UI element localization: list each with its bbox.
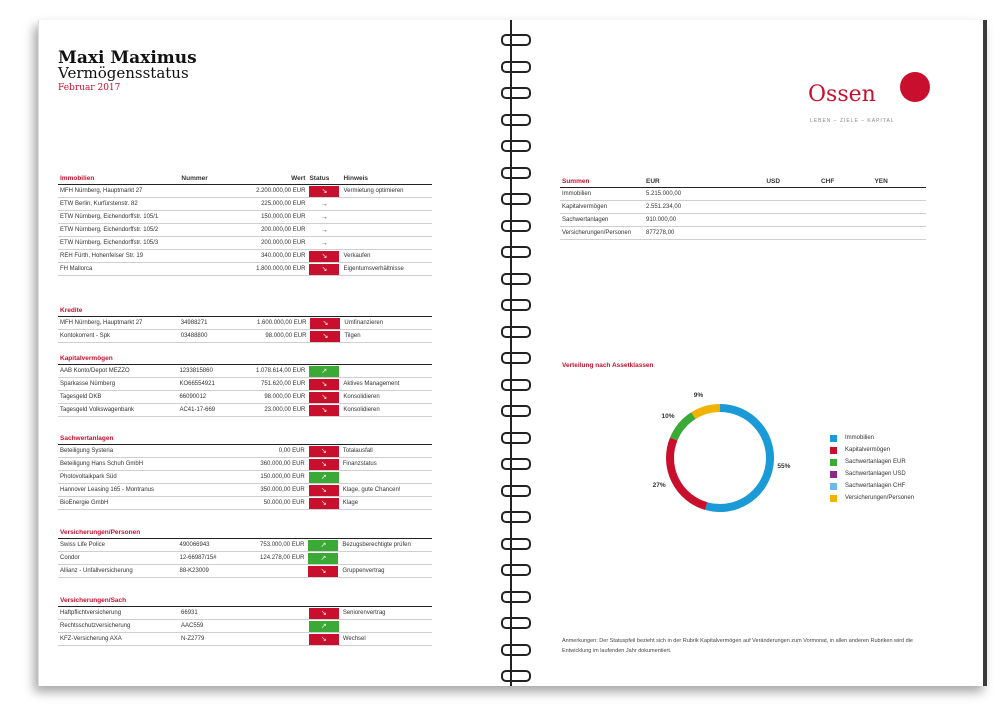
table-row (58, 250, 432, 263)
status-arrow-icon: ↘ (310, 318, 340, 329)
legend-label: Sachwertanlagen CHF (845, 483, 906, 489)
table-versicherungen (58, 526, 432, 578)
cell: Tagesgeld Volkswagenbank (58, 404, 177, 417)
table-sachwerte (58, 432, 432, 510)
status-arrow-icon: ↗ (308, 540, 338, 551)
section-title: Kredite (58, 304, 179, 317)
column-header (247, 304, 308, 317)
cell (764, 214, 819, 227)
table-row (58, 404, 432, 417)
status-arrow-icon: → (320, 213, 328, 221)
binder-ring (501, 591, 531, 603)
hint-cell (341, 211, 432, 224)
cell (872, 227, 926, 240)
status-cell (306, 539, 340, 552)
section-title: Kapitalvermögen (58, 352, 177, 365)
table-row (58, 317, 432, 330)
donut-slice-kapitalverm-gen (670, 439, 706, 506)
status-cell (307, 404, 341, 417)
report-date: Februar 2017 (58, 83, 121, 93)
hint-cell: Aktives Management (341, 378, 432, 391)
binder-ring (501, 220, 531, 232)
hint-cell: Wechsel (341, 633, 432, 646)
status-cell (307, 391, 341, 404)
cell (764, 201, 819, 214)
cell: 12-66987/15# (177, 552, 245, 565)
status-arrow-icon: ↘ (309, 264, 339, 275)
column-header (341, 352, 432, 365)
binder-ring (501, 485, 531, 497)
status-cell (307, 458, 341, 471)
page-title: Vermögensstatus (58, 64, 189, 82)
binder-ring (501, 61, 531, 73)
footnote: Anmerkungen: Der Statuspfeil bezieht sich in der Rubrik Kapitalvermögen auf Veränderungen zum Vormonat, in allen anderen Rubriken wird die Entwicklung im laufenden Jahr dokumentiert. (562, 638, 913, 654)
status-arrow-icon: ↘ (309, 251, 339, 262)
binder-ring (501, 511, 531, 523)
cell: 751.620,00 EUR (246, 378, 307, 391)
cell (179, 237, 246, 250)
table-immobilien (58, 172, 432, 276)
hint-cell: Klage (341, 497, 432, 510)
table-row (58, 330, 432, 343)
cell: Beteiligung Hans Schuh GmbH (58, 458, 180, 471)
cell: KO66554921 (177, 378, 246, 391)
cell: MFH Nürnberg, Hauptmarkt 27 (58, 185, 179, 198)
cell (872, 201, 926, 214)
table-row (58, 539, 432, 552)
table-row (58, 471, 432, 484)
legend-label: Versicherungen/Personen (845, 495, 915, 501)
column-header (246, 352, 307, 365)
summen-row (560, 227, 926, 240)
section-title: Versicherungen/Personen (58, 526, 177, 539)
table-row (58, 391, 432, 404)
column-header: Nummer (179, 172, 246, 185)
status-arrow-icon: ↗ (309, 472, 339, 483)
table-row (58, 565, 432, 578)
status-cell (307, 263, 341, 276)
cell: 23.000,00 EUR (246, 404, 307, 417)
column-header: Hinweis (341, 172, 432, 185)
cell: AAB Konto/Depot MEZZO (58, 365, 177, 378)
status-cell (307, 620, 341, 633)
donut-slice-versicherungen-personen (693, 408, 720, 416)
cell (248, 607, 307, 620)
cell: 910.000,00 (644, 214, 764, 227)
legend-item (830, 456, 914, 468)
cell: 200.000,00 EUR (247, 237, 308, 250)
data-label: 27% (652, 481, 666, 489)
cell (180, 458, 246, 471)
hint-cell: Eigentumsverhältnisse (341, 263, 432, 276)
status-arrow-icon: ↘ (309, 446, 339, 457)
status-cell (307, 224, 341, 237)
owner-name: Maxi Maximus (58, 48, 197, 68)
hint-cell: Konsolidieren (341, 404, 432, 417)
cell: Sparkasse Nürnberg (58, 378, 177, 391)
table-row (58, 633, 432, 646)
cell: ETW Nürnberg, Eichendorffstr. 105/1 (58, 211, 179, 224)
hint-cell (341, 198, 432, 211)
summen-row (560, 214, 926, 227)
summen-header: Summen (560, 175, 644, 188)
status-cell (308, 317, 342, 330)
section-title: Sachwertanlagen (58, 432, 180, 445)
cell (179, 198, 246, 211)
table-sach (58, 594, 432, 646)
cell (819, 214, 872, 227)
cell: Immobilien (560, 188, 644, 201)
hint-cell: Finanzstatus (341, 458, 432, 471)
status-cell (307, 484, 341, 497)
summen-header: USD (764, 175, 819, 188)
legend-swatch (830, 495, 837, 502)
cell (179, 250, 246, 263)
status-cell (306, 552, 340, 565)
hint-cell (341, 224, 432, 237)
binder-ring (501, 432, 531, 444)
ossen-logo: Ossen (808, 82, 876, 107)
status-arrow-icon: ↗ (308, 553, 338, 564)
donut-slice-immobilien (706, 408, 770, 508)
legend-swatch (830, 447, 837, 454)
summen-header: CHF (819, 175, 872, 188)
cell: BioEnergie GmbH (58, 497, 180, 510)
binder-ring (501, 246, 531, 258)
table-row (58, 552, 432, 565)
column-header (307, 432, 341, 445)
cell: ETW Berlin, Kurfürstenstr. 82 (58, 198, 179, 211)
hint-cell: Bezugsberechtigte prüfen (340, 539, 432, 552)
table-row (58, 185, 432, 198)
cell: Beteiligung Systeria (58, 445, 180, 458)
status-cell (307, 633, 341, 646)
table-row (58, 237, 432, 250)
summen-header: EUR (644, 175, 764, 188)
status-arrow-icon: ↘ (309, 392, 339, 403)
logo-icon (900, 72, 930, 102)
cell: Swiss Life Police (58, 539, 177, 552)
cell: Tagesgeld DKB (58, 391, 177, 404)
status-arrow-icon: ↘ (309, 608, 339, 619)
binder-ring (501, 167, 531, 179)
summen-table (560, 175, 926, 240)
status-arrow-icon: ↘ (309, 186, 339, 197)
section-title: Immobilien (58, 172, 179, 185)
column-header (177, 352, 246, 365)
data-label: 55% (777, 462, 791, 470)
cell: 98.000,00 EUR (246, 391, 307, 404)
hint-cell (341, 620, 432, 633)
column-header (179, 304, 247, 317)
table-row (58, 497, 432, 510)
column-header (180, 432, 246, 445)
cell: 1.078.614,00 EUR (246, 365, 307, 378)
cell: 1.600.000,00 EUR (247, 317, 308, 330)
status-cell (307, 497, 341, 510)
status-cell (307, 445, 341, 458)
column-header: Wert (247, 172, 308, 185)
column-header (307, 352, 341, 365)
binder-ring (501, 458, 531, 470)
status-cell (307, 237, 341, 250)
cell (819, 227, 872, 240)
cell: 66931 (179, 607, 248, 620)
hint-cell: Seniorenvertrag (341, 607, 432, 620)
table-row (58, 378, 432, 391)
legend-item (830, 432, 914, 444)
cell: MFH Nürnberg, Hauptmarkt 27 (58, 317, 179, 330)
hint-cell (341, 471, 432, 484)
column-header (342, 304, 432, 317)
cell: Hannover Leasing 165 - Montranus (58, 484, 180, 497)
binder-ring (501, 114, 531, 126)
cell: 350.000,00 EUR (246, 484, 307, 497)
column-header: Status (307, 172, 341, 185)
cell: 150.000,00 EUR (247, 211, 308, 224)
legend-swatch (830, 459, 837, 466)
binder-ring (501, 617, 531, 629)
legend-label: Sachwertanlagen USD (845, 471, 906, 477)
column-header (340, 526, 432, 539)
cell: 360.000,00 EUR (246, 458, 307, 471)
summen-row (560, 201, 926, 214)
table-row (58, 484, 432, 497)
cell (248, 633, 307, 646)
status-cell (307, 378, 341, 391)
status-cell (307, 607, 341, 620)
cell (180, 471, 246, 484)
summen-row (560, 188, 926, 201)
status-arrow-icon: → (320, 226, 328, 234)
table-row (58, 198, 432, 211)
logo-tagline: LEBEN – ZIELE – KAPITAL (810, 118, 895, 124)
hint-cell: Vermietung optimieren (341, 185, 432, 198)
column-header (341, 594, 432, 607)
cell: N-Z2779 (179, 633, 248, 646)
cell (819, 201, 872, 214)
cell: 5.215.000,00 (644, 188, 764, 201)
hint-cell: Gruppenvertrag (340, 565, 432, 578)
cell (819, 188, 872, 201)
table-row (58, 365, 432, 378)
status-cell (306, 565, 340, 578)
binder-ring (501, 379, 531, 391)
status-cell (307, 365, 341, 378)
chart-title: Verteilung nach Assetklassen (562, 362, 654, 369)
cell (180, 445, 246, 458)
cell: 877278,00 (644, 227, 764, 240)
status-arrow-icon: ↘ (310, 331, 340, 342)
hint-cell: Tilgen (342, 330, 432, 343)
binder-ring (501, 299, 531, 311)
status-arrow-icon: → (320, 239, 328, 247)
column-header (246, 432, 307, 445)
status-cell (307, 198, 341, 211)
cell: Allianz - Unfallversicherung (58, 565, 177, 578)
legend-swatch (830, 471, 837, 478)
cell: 225.000,00 EUR (247, 198, 308, 211)
column-header (307, 594, 341, 607)
cell: 340.000,00 EUR (247, 250, 308, 263)
hint-cell (340, 552, 432, 565)
hint-cell: Totalausfall (341, 445, 432, 458)
status-arrow-icon: ↘ (309, 405, 339, 416)
binder-ring (501, 538, 531, 550)
data-label: 10% (661, 412, 675, 420)
cell: 1233815860 (177, 365, 246, 378)
status-arrow-icon: → (320, 200, 328, 208)
table-row (58, 458, 432, 471)
cell: 124.278,00 EUR (246, 552, 306, 565)
column-header (177, 526, 245, 539)
legend-swatch (830, 435, 837, 442)
cell (248, 620, 307, 633)
cell: 88-K23009 (177, 565, 245, 578)
status-cell (307, 471, 341, 484)
cell: 66090012 (177, 391, 246, 404)
status-arrow-icon: ↘ (309, 498, 339, 509)
cell (872, 188, 926, 201)
legend-item (830, 444, 914, 456)
donut-slice-sachwertanlagen-eur (674, 416, 694, 439)
table-row (58, 620, 432, 633)
data-label: 9% (693, 392, 704, 400)
column-header (306, 526, 340, 539)
cell: 03488800 (179, 330, 247, 343)
cell: FH Mallorca (58, 263, 179, 276)
table-kapital (58, 352, 432, 417)
binder-ring (501, 87, 531, 99)
cell: AAC559 (179, 620, 248, 633)
table-row (58, 607, 432, 620)
cell: Condor (58, 552, 177, 565)
cell: Kontokorrent - Spk (58, 330, 179, 343)
cell (180, 484, 246, 497)
binder-ring (501, 670, 531, 682)
cell: 50.000,00 EUR (246, 497, 307, 510)
cell: Kapitalvermögen (560, 201, 644, 214)
cell: Sachwertanlagen (560, 214, 644, 227)
cell: Photovoltaikpark Süd (58, 471, 180, 484)
cell: 2.551.234,00 (644, 201, 764, 214)
binder-ring (501, 326, 531, 338)
status-cell (307, 185, 341, 198)
cell (764, 188, 819, 201)
cell: 753.000,00 EUR (246, 539, 306, 552)
cell: ETW Nürnberg, Eichendorffstr. 105/3 (58, 237, 179, 250)
status-cell (308, 330, 342, 343)
right-page (511, 20, 983, 686)
hint-cell (341, 237, 432, 250)
status-cell (307, 211, 341, 224)
cell: 0,00 EUR (246, 445, 307, 458)
cell: Versicherungen/Personen (560, 227, 644, 240)
cell (764, 227, 819, 240)
cell: KFZ-Versicherung AXA (58, 633, 179, 646)
table-kredite (58, 304, 432, 343)
binder-ring (501, 352, 531, 364)
legend-label: Immobilien (845, 435, 875, 441)
binder-ring (501, 193, 531, 205)
cell: 34988271 (179, 317, 247, 330)
column-header (308, 304, 342, 317)
chart-legend (830, 432, 914, 504)
column-header (246, 526, 306, 539)
status-arrow-icon: ↗ (309, 621, 339, 632)
binder-ring (501, 273, 531, 285)
cell (179, 224, 246, 237)
section-title: Versicherungen/Sach (58, 594, 179, 607)
summen-header: YEN (872, 175, 926, 188)
cell: 200.000,00 EUR (247, 224, 308, 237)
hint-cell: Konsolidieren (341, 391, 432, 404)
cell: 1.800.000,00 EUR (247, 263, 308, 276)
cell: ETW Nürnberg, Eichendorffstr. 105/2 (58, 224, 179, 237)
cell: Haftpflichtversicherung (58, 607, 179, 620)
column-header (179, 594, 248, 607)
cell: 490066943 (177, 539, 245, 552)
cell: 98.000,00 EUR (247, 330, 308, 343)
binder-ring (501, 644, 531, 656)
cell (180, 497, 246, 510)
table-row (58, 263, 432, 276)
binder-ring (501, 34, 531, 46)
binder-ring (501, 405, 531, 417)
status-arrow-icon: ↘ (309, 485, 339, 496)
table-row (58, 224, 432, 237)
cell: AC41-17-669 (177, 404, 246, 417)
legend-item (830, 492, 914, 504)
status-arrow-icon: ↘ (309, 459, 339, 470)
cell (179, 185, 246, 198)
donut-chart (650, 388, 790, 528)
cell: 150.000,00 EUR (246, 471, 307, 484)
legend-item (830, 468, 914, 480)
hint-cell: Klage, gute Chancen! (341, 484, 432, 497)
cell: REH Fürth, Hohenfelser Str. 19 (58, 250, 179, 263)
status-arrow-icon: ↘ (309, 634, 339, 645)
legend-swatch (830, 483, 837, 490)
cell (179, 263, 246, 276)
legend-label: Kapitalvermögen (845, 447, 891, 453)
status-cell (307, 250, 341, 263)
hint-cell: Verkaufen (341, 250, 432, 263)
table-row (58, 445, 432, 458)
hint-cell: Umfinanzieren (342, 317, 432, 330)
status-arrow-icon: ↘ (309, 379, 339, 390)
status-arrow-icon: ↘ (308, 566, 338, 577)
legend-item (830, 480, 914, 492)
cell (246, 565, 306, 578)
legend-label: Sachwertanlagen EUR (845, 459, 906, 465)
cell: Rechtsschutzversicherung (58, 620, 179, 633)
binder-ring (501, 564, 531, 576)
column-header (248, 594, 307, 607)
cell: 2.200.000,00 EUR (247, 185, 308, 198)
cell (179, 211, 246, 224)
cell (872, 214, 926, 227)
status-arrow-icon: ↗ (309, 366, 339, 377)
table-row (58, 211, 432, 224)
binder-ring (501, 140, 531, 152)
column-header (341, 432, 432, 445)
hint-cell (341, 365, 432, 378)
